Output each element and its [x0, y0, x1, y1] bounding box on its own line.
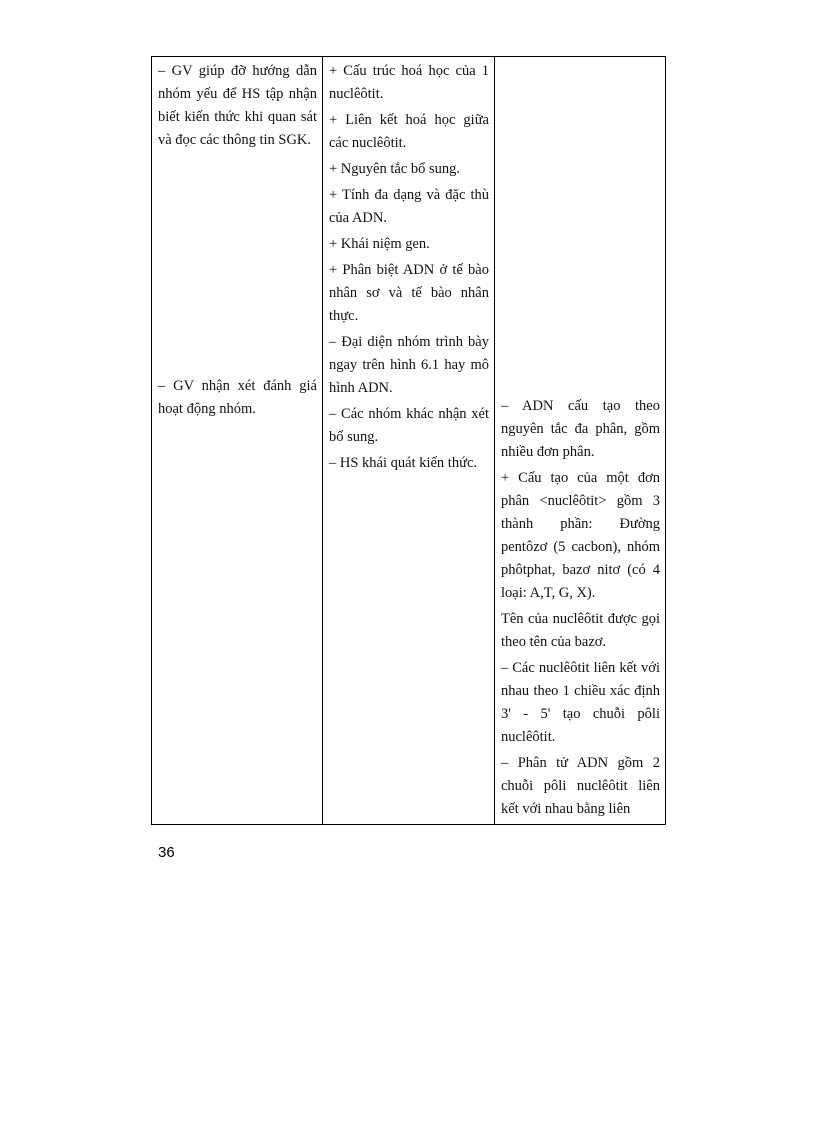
student-activity-text: + Tính đa dạng và đặc thù của ADN.: [329, 187, 489, 226]
page-number: 36: [158, 844, 175, 861]
teacher-activity-text: – GV giúp đỡ hướng dẫn nhóm yếu để HS tập nhận biết kiến thức khi quan sát và đọc các thông tin SGK.: [158, 63, 317, 148]
student-activity-text: + Nguyên tắc bổ sung.: [329, 161, 461, 177]
content-text: – Các nuclêôtit liên kết với nhau theo 1 chiều xác định 3' - 5' tạo chuỗi pôli nuclêôtit.: [501, 660, 660, 745]
student-activity-text: – Các nhóm khác nhận xét bổ sung.: [329, 406, 489, 445]
teacher-activity-text: – GV nhận xét đánh giá hoạt động nhóm.: [158, 378, 317, 417]
student-activity-cell: [323, 57, 495, 825]
lesson-table: [151, 56, 666, 825]
content-cell: [495, 57, 666, 825]
student-activity-text: + Khái niệm gen.: [329, 236, 430, 252]
content-text: – Phân tử ADN gồm 2 chuỗi pôli nuclêôtit liên kết với nhau bằng liên: [501, 755, 660, 817]
table-row: [152, 57, 666, 825]
student-activity-text: + Liên kết hoá học giữa các nuclêôtit.: [329, 112, 489, 151]
student-activity-text: + Phân biệt ADN ở tế bào nhân sơ và tế bào nhân thực.: [329, 262, 489, 324]
content-text: Tên của nuclêôtit được gọi theo tên của bazơ.: [501, 611, 660, 650]
content-text: + Cấu tạo của một đơn phân <nuclêôtit> gồm 3 thành phần: Đường pentôzơ (5 cacbon), nhóm phôtphat, bazơ nitơ (có 4 loại: A,T, G, X).: [501, 470, 660, 601]
content-text: – ADN cấu tạo theo nguyên tắc đa phân, gồm nhiều đơn phân.: [501, 398, 660, 460]
student-activity-text: – Đại diện nhóm trình bày ngay trên hình 6.1 hay mô hình ADN.: [329, 334, 489, 396]
student-activity-text: + Cấu trúc hoá học của 1 nuclêôtit.: [329, 63, 489, 102]
student-activity-text: – HS khái quát kiến thức.: [329, 455, 478, 471]
teacher-activity-cell: [152, 57, 323, 825]
